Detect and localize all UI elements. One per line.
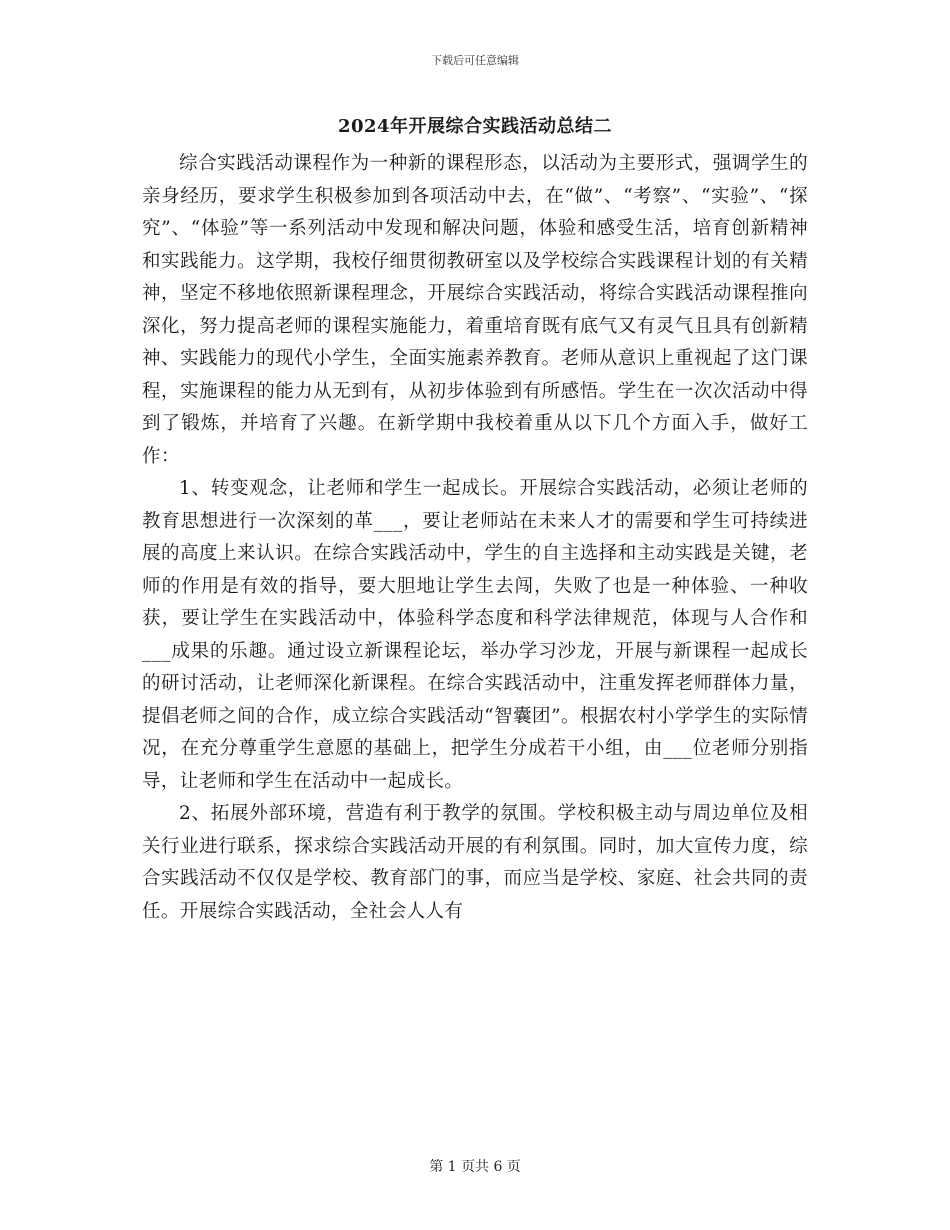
document-body (142, 148, 808, 928)
page-header-note: 下载后可任意编辑 (431, 54, 519, 67)
paragraph-point-1: 1、转变观念，让老师和学生一起成长。开展综合实践活动，必须让老师的教育思想进行一次深刻的革___，要让老师站在未来人才的需要和学生可持续进展的高度上来认识。在综合实践活动中，学生的自主选择和主动实践是关键，老师的作用是有效的指导，要大胆地让学生去闯，失败了也是一种体验、一种收获，要让学生在实践活动中，体验科学态度和科学法律规范，体现与人合作和___成果的乐趣。通过设立新课程论坛，举办学习沙龙，开展与新课程一起成长的研讨活动，让老师深化新课程。在综合实践活动中，注重发挥老师群体力量，提倡老师之间的合作，成立综合实践活动“智囊团”。根据农村小学学生的实际情况，在充分尊重学生意愿的基础上，把学生分成若干小组，由___位老师分别指导，让老师和学生在活动中一起成长。 (142, 478, 808, 792)
paragraph-point-2: 2、拓展外部环境，营造有利于教学的氛围。学校积极主动与周边单位及相关行业进行联系，探求综合实践活动开展的有利氛围。同时，加大宣传力度，综合实践活动不仅仅是学校、教育部门的事，而应当是学校、家庭、社会共同的责任。开展综合实践活动，全社会人人有 (142, 803, 808, 922)
paragraph-intro: 综合实践活动课程作为一种新的课程形态，以活动为主要形式，强调学生的亲身经历，要求学生积极参加到各项活动中去，在“做”、“考察”、“实验”、“探究”、“体验”等一系列活动中发现和解决问题，体验和感受生活，培育创新精神和实践能力。这学期，我校仔细贯彻教研室以及学校综合实践课程计划的有关精神，坚定不移地依照新课程理念，开展综合实践活动，将综合实践活动课程推向深化，努力提高老师的课程实施能力，着重培育既有底气又有灵气且具有创新精神、实践能力的现代小学生，全面实施素养教育。老师从意识上重视起了这门课程，实施课程的能力从无到有，从初步体验到有所感悟。学生在一次次活动中得到了锻炼，并培育了兴趣。在新学期中我校着重从以下几个方面入手，做好工作： (142, 153, 808, 467)
page-footer-indicator: 第 1 页共 6 页 (429, 1159, 521, 1175)
document-title: 2024年开展综合实践活动总结二 (337, 116, 613, 137)
